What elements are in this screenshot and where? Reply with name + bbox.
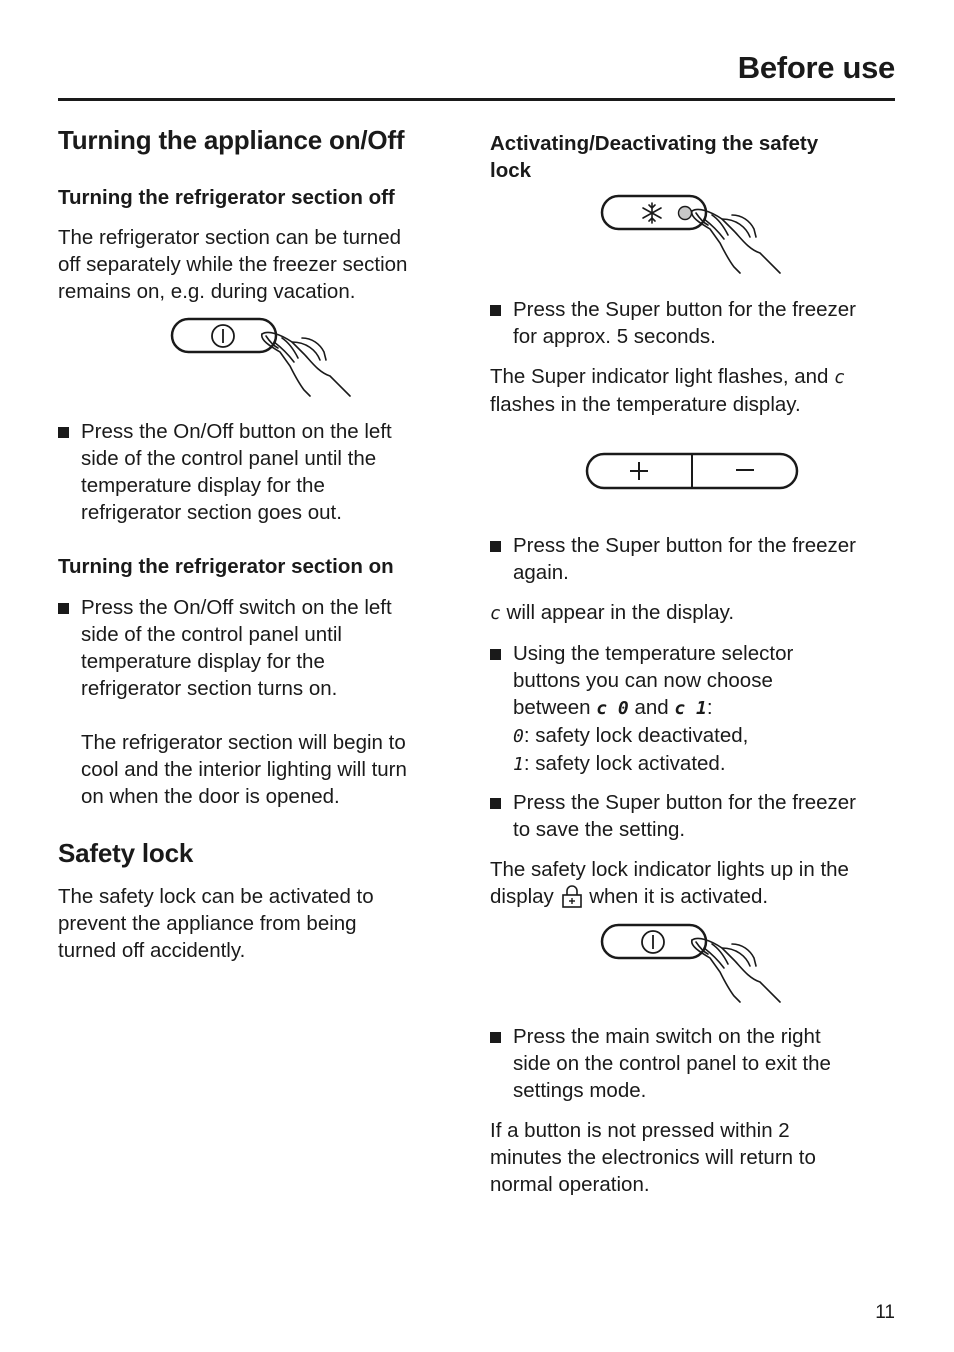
paragraph-lock-indicator [490, 856, 849, 910]
text-line: Press the Super button for the freezer [513, 534, 856, 557]
paragraph-safety-lock-intro [58, 883, 374, 964]
main-switch-press-illustration [600, 922, 790, 1004]
text-line: normal operation. [490, 1173, 650, 1196]
page-header-title: Before use [737, 50, 895, 85]
text-line: lock [490, 159, 532, 182]
display-symbol-c: c [834, 367, 845, 388]
text-line: settings mode. [513, 1079, 647, 1102]
bullet-save-setting [490, 789, 913, 843]
text-line: Press the On/Off switch on the left [81, 596, 392, 619]
plus-icon [630, 462, 648, 480]
text-line: side on the control panel to exit the [513, 1052, 831, 1075]
text-line: to save the setting. [513, 818, 686, 841]
text-line: side of the control panel until the [81, 447, 377, 470]
text-line [513, 750, 913, 778]
text-line: refrigerator section goes out. [81, 501, 342, 524]
text-line: off separately while the freezer section [58, 253, 408, 276]
pressing-hand-icon [692, 938, 780, 1002]
section-title-safety-lock: Safety lock [58, 838, 194, 868]
display-code-c1: c 1 [674, 698, 707, 719]
power-icon [212, 325, 234, 347]
text-segment: will appear in the display. [506, 601, 735, 624]
text-line: cool and the interior lighting will turn [81, 758, 407, 781]
header-rule [58, 98, 895, 101]
pressing-hand-icon [262, 332, 350, 396]
bullet-press-super-again [490, 532, 913, 586]
text-line: side of the control panel until [81, 623, 342, 646]
display-code-c0: c 0 [596, 698, 629, 719]
text-line: Press the main switch on the right [513, 1025, 821, 1048]
text-line [490, 883, 849, 910]
text-line: turned off accidently. [58, 939, 246, 962]
safety-lock-icon [560, 884, 584, 908]
super-button-press-illustration [600, 193, 790, 275]
text-line: Press the On/Off button on the left [81, 420, 392, 443]
text-line: Press the Super button for the freezer [513, 298, 856, 321]
text-line: for approx. 5 seconds. [513, 325, 716, 348]
on-off-button-press-illustration [170, 316, 360, 398]
display-digit-0: 0 [513, 726, 524, 747]
paragraph-section-off [58, 224, 407, 305]
bullet-press-super-5-seconds [490, 296, 913, 350]
bullet-temperature-selector [490, 640, 913, 778]
display-symbol-c: c [490, 603, 501, 624]
text-line: prevent the appliance from being [58, 912, 357, 935]
paragraph-c-appears [490, 599, 734, 627]
text-line: The safety lock can be activated to [58, 885, 374, 908]
text-line: temperature display for the [81, 474, 325, 497]
bullet-press-on-off-switch [58, 594, 461, 702]
subsection-title-section-off: Turning the refrigerator section off [58, 186, 395, 209]
temperature-selector-buttons-illustration [585, 452, 799, 490]
bullet-press-on-off-button [58, 418, 461, 526]
bullet-press-main-switch [490, 1023, 913, 1104]
text-segment: when it is activated. [589, 885, 769, 908]
text-segment: between [513, 696, 591, 719]
paragraph-timeout [490, 1117, 816, 1198]
text-line: remains on, e.g. during vacation. [58, 280, 356, 303]
section-title-turning-on-off: Turning the appliance on/Off [58, 125, 405, 155]
text-segment: : safety lock activated. [523, 752, 726, 775]
text-line: minutes the electronics will return to [490, 1146, 816, 1169]
pressing-hand-icon [692, 209, 780, 273]
super-indicator-light-icon [679, 207, 692, 220]
text-line: temperature display for the [81, 650, 325, 673]
power-icon [642, 931, 664, 953]
text-segment: and [634, 696, 669, 719]
text-line [513, 694, 913, 722]
text-line: The refrigerator section can be turned [58, 226, 401, 249]
page-number: 11 [875, 1302, 895, 1323]
text-line: The refrigerator section will begin to [81, 731, 406, 754]
text-line: Activating/Deactivating the safety [490, 132, 819, 155]
text-line: flashes in the temperature display. [490, 393, 801, 416]
text-line: again. [513, 561, 569, 584]
text-segment: The Super indicator light flashes, and [490, 365, 829, 388]
subsection-title-safety-lock-activation [490, 130, 818, 184]
text-line: buttons you can now choose [513, 669, 773, 692]
text-line: The safety lock indicator lights up in the [490, 858, 849, 881]
text-line: If a button is not pressed within 2 [490, 1119, 790, 1142]
text-line: on when the door is opened. [81, 785, 340, 808]
subsection-title-section-on: Turning the refrigerator section on [58, 555, 394, 578]
paragraph-super-indicator-flashes [490, 363, 845, 418]
text-line: Press the Super button for the freezer [513, 791, 856, 814]
snowflake-icon [643, 203, 661, 223]
paragraph-cooling-info [81, 729, 407, 810]
text-line [513, 722, 913, 750]
text-segment: display [490, 885, 554, 908]
text-line: refrigerator section turns on. [81, 677, 338, 700]
text-line: Using the temperature selector [513, 642, 794, 665]
text-segment: : safety lock deactivated, [523, 724, 749, 747]
display-digit-1: 1 [513, 754, 524, 775]
text-segment: : [706, 696, 713, 719]
